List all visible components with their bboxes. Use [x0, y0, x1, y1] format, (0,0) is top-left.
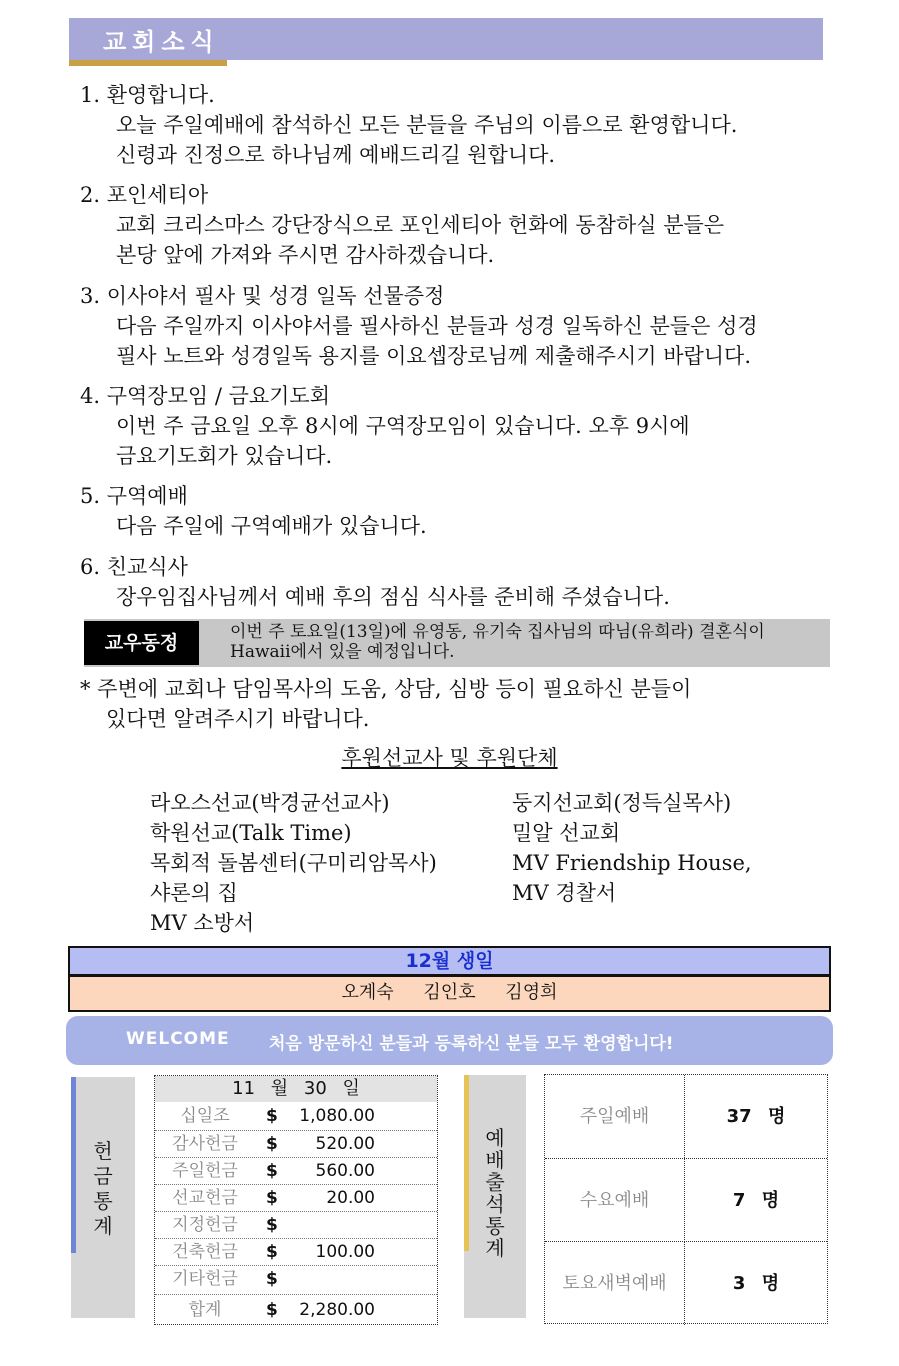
announcement-line: 오늘 주일예배에 참석하신 모든 분들을 주님의 이름으로 환영합니다.: [116, 113, 738, 137]
announcement-4: [80, 381, 840, 471]
table-row: [155, 1103, 437, 1129]
currency-symbol: $: [266, 1134, 278, 1154]
announcement-line: 필사 노트와 성경일독 용지를 이요셉장로님께 제출해주시기 바랍니다.: [116, 344, 752, 368]
offering-name: 감사헌금: [172, 1134, 238, 1154]
welcome-banner: [66, 1016, 833, 1065]
offering-side-tab: [71, 1077, 135, 1318]
header-underline: [69, 60, 227, 66]
offering-name: 주일헌금: [172, 1161, 238, 1181]
announcement-title: 2. 포인세티아: [80, 183, 209, 207]
currency-symbol: $: [266, 1188, 278, 1208]
offering-side-label: 헌 금 통 계: [93, 1139, 113, 1238]
offering-date: 11 월 30 일: [155, 1076, 437, 1102]
currency-symbol: $: [266, 1269, 278, 1289]
support-item: MV 소방서: [150, 911, 255, 935]
offering-name: 합계: [188, 1300, 222, 1320]
support-item: 샤론의 집: [150, 881, 238, 905]
announcement-line: 신령과 진정으로 하나님께 예배드리길 원합니다.: [116, 143, 556, 167]
currency-symbol: $: [266, 1161, 278, 1181]
offering-amount: 2,280.00: [299, 1300, 375, 1320]
care-notice-line: * 주변에 교회나 담임목사의 도움, 상담, 심방 등이 필요하신 분들이: [80, 677, 692, 701]
table-row: [155, 1211, 437, 1237]
offering-name: 건축헌금: [172, 1242, 238, 1262]
support-item: 밀알 선교회: [512, 821, 621, 845]
offering-table: [154, 1075, 438, 1325]
announcement-6: [80, 552, 840, 612]
table-row: [155, 1184, 437, 1210]
announcement-2: [80, 180, 840, 270]
attendance-name: 토요새벽예배: [545, 1242, 685, 1325]
section-title: 교회소식: [103, 28, 220, 56]
member-news-box: [84, 619, 830, 667]
currency-symbol: $: [266, 1106, 278, 1126]
birthday-title: 12월 생일: [68, 946, 831, 976]
support-item: MV 경찰서: [512, 881, 617, 905]
support-item: 라오스선교(박경균선교사): [150, 791, 390, 815]
announcement-title: 6. 친교식사: [80, 555, 188, 579]
currency-symbol: $: [266, 1242, 278, 1262]
member-news-line: Hawaii에서 있을 예정입니다.: [230, 642, 455, 662]
member-news-tag: 교우동정: [84, 621, 199, 665]
announcement-line: 교회 크리스마스 강단장식으로 포인세티아 헌화에 동참하실 분들은: [116, 213, 725, 237]
care-notice-line: 있다면 알려주시기 바랍니다.: [106, 707, 370, 731]
currency-symbol: $: [266, 1215, 278, 1235]
offering-name: 선교헌금: [172, 1188, 238, 1208]
support-list-right: [512, 788, 752, 908]
attendance-table: [544, 1074, 828, 1324]
table-row: [155, 1238, 437, 1264]
announcement-line: 이번 주 금요일 오후 8시에 구역장모임이 있습니다. 오후 9시에: [116, 414, 690, 438]
birthday-names: 오계숙 김인호 김영희: [68, 976, 831, 1012]
attendance-name: 주일예배: [545, 1075, 685, 1158]
offering-amount: 100.00: [315, 1242, 375, 1262]
table-row-total: [155, 1294, 437, 1324]
table-row: [155, 1265, 437, 1291]
table-row: [155, 1130, 437, 1156]
announcement-line: 장우임집사님께서 예배 후의 점심 식사를 준비해 주셨습니다.: [116, 585, 670, 609]
announcement-line: 다음 주일에 구역예배가 있습니다.: [116, 514, 427, 538]
attendance-side-label: 예 배 출 석 통 계: [485, 1126, 505, 1260]
support-item: MV Friendship House,: [512, 851, 752, 875]
offering-amount: 20.00: [326, 1188, 375, 1208]
welcome-message: 처음 방문하신 분들과 등록하신 분들 모두 환영합니다!: [269, 1034, 674, 1054]
attendance-side-tab: [464, 1075, 526, 1318]
announcement-3: [80, 281, 840, 371]
announcement-5: [80, 481, 840, 541]
announcement-line: 본당 앞에 가져와 주시면 감사하겠습니다.: [116, 243, 495, 267]
section-header: [69, 18, 823, 60]
announcement-title: 4. 구역장모임 / 금요기도회: [80, 384, 330, 408]
attendance-name: 수요예배: [545, 1159, 685, 1242]
table-row: [545, 1241, 827, 1324]
offering-name: 지정헌금: [172, 1215, 238, 1235]
attendance-count: 7 명: [732, 1190, 780, 1211]
announcement-title: 3. 이사야서 필사 및 성경 일독 선물증정: [80, 284, 445, 308]
support-item: 학원선교(Talk Time): [150, 821, 352, 845]
member-news-line: 이번 주 토요일(13일)에 유영동, 유기숙 집사님의 따님(유희라) 결혼식이: [230, 622, 765, 642]
offering-amount: 560.00: [315, 1161, 375, 1181]
support-title: 후원선교사 및 후원단체: [341, 746, 558, 770]
table-row: [155, 1157, 437, 1183]
support-list-left: [150, 788, 437, 938]
offering-amount: 520.00: [315, 1134, 375, 1154]
welcome-label: WELCOME: [126, 1029, 230, 1049]
support-item: 목회적 돌봄센터(구미리암목사): [150, 851, 437, 875]
offering-amount: 1,080.00: [299, 1106, 375, 1126]
support-item: 둥지선교회(정득실목사): [512, 791, 732, 815]
announcement-line: 다음 주일까지 이사야서를 필사하신 분들과 성경 일독하신 분들은 성경: [116, 314, 758, 338]
table-row: [545, 1158, 827, 1241]
currency-symbol: $: [266, 1300, 278, 1320]
offering-name: 기타헌금: [172, 1269, 238, 1289]
attendance-count: 37 명: [726, 1106, 786, 1127]
offering-name: 십일조: [180, 1106, 230, 1126]
announcement-line: 금요기도회가 있습니다.: [116, 444, 333, 468]
announcement-title: 1. 환영합니다.: [80, 83, 215, 107]
announcement-title: 5. 구역예배: [80, 484, 188, 508]
member-news-text: [230, 622, 820, 662]
table-row: [545, 1075, 827, 1158]
attendance-count: 3 명: [732, 1273, 780, 1294]
announcement-1: [80, 80, 840, 170]
care-notice: [80, 674, 800, 734]
